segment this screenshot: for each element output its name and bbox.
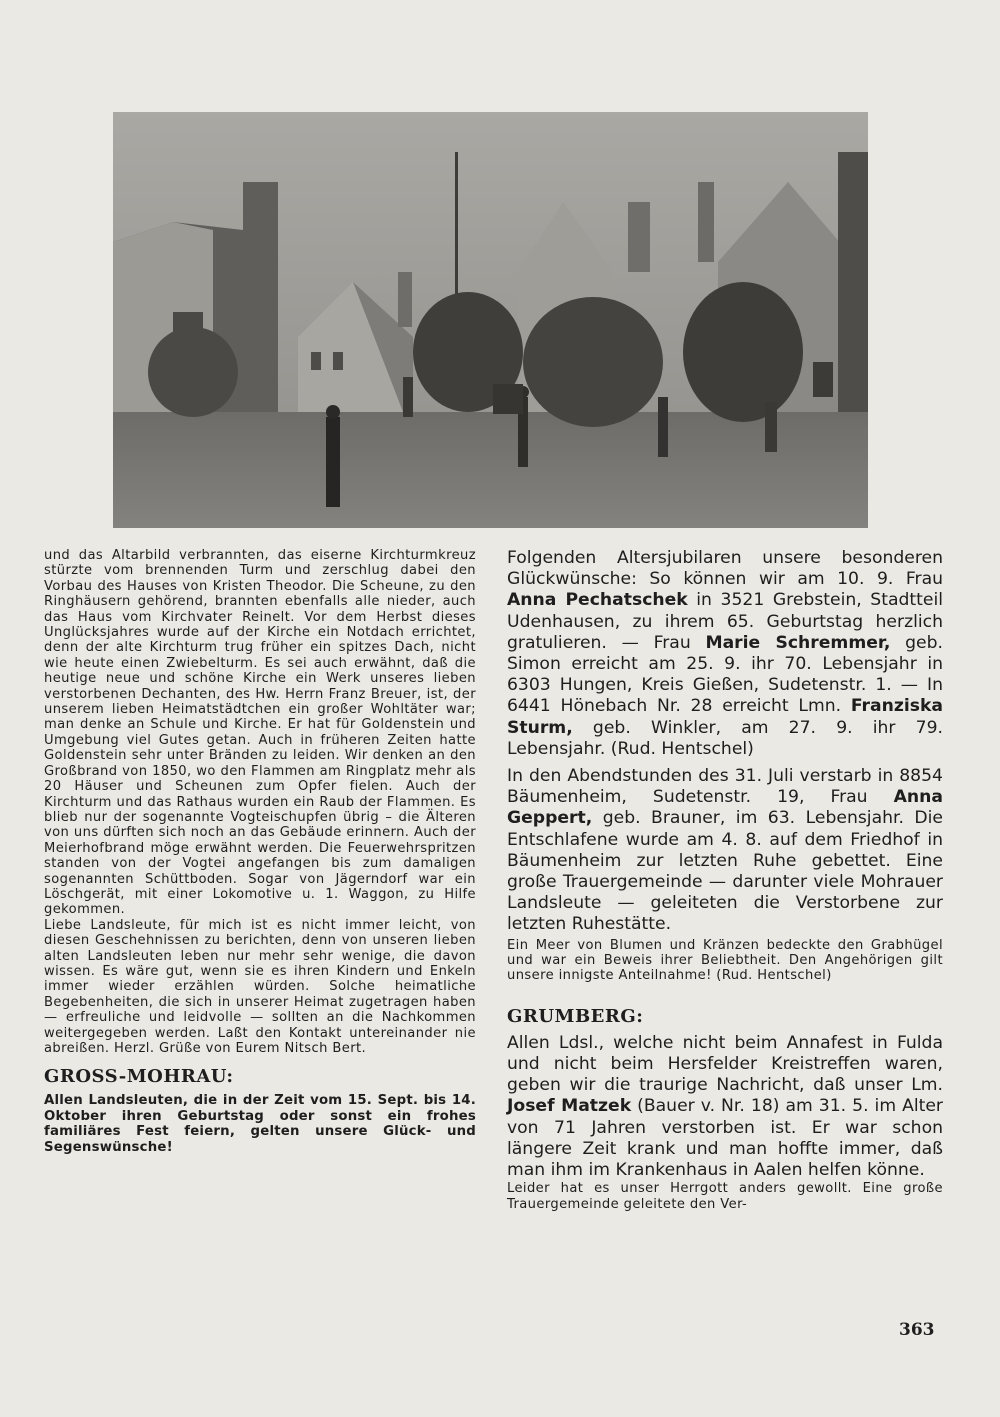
name-josef-matzek: Josef Matzek [507, 1096, 632, 1117]
left-paragraph-2: Liebe Landsleute, für mich ist es nicht immer leicht, von diesen Geschehnissen zu berichten, denn von unseren lieben alten Landsleuten leben nur mehr sehr wenige, die davon wissen. Es wäre gut, wenn sie es ihren Kindern und Enkeln immer wieder erzählen würden. Solche heimatliche Begebenheiten, die sich in unserer Heimat zugetragen haben — erfreuliche und leidvolle — sollten an die Nachkommen weitergegeben werden. Laßt den Kontakt untereinander nie abreißen. Herzl. Grüße von Eurem Nitsch Bert. [44, 917, 476, 1056]
name-franziska-sturm: Franziska Sturm, [507, 696, 943, 738]
left-paragraph-3: Allen Landsleuten, die in der Zeit vom 15. Sept. bis 14. Oktober ihren Geburtstag oder sonst ein frohes familiäres Fest feiern, gelten unsere Glück- und Segenswünsche! [44, 1093, 476, 1155]
right-paragraph-3: Ein Meer von Blumen und Kränzen bedeckte den Grabhügel und war ein Beweis ihrer Beliebtheit. Den Angehörigen gilt unsere innigste Anteilnahme! (Rud. Hentschel) [507, 937, 943, 984]
left-paragraph-1: und das Altarbild verbrannten, das eiserne Kirchturmkreuz stürzte vom brennenden Turm und zerschlug dabei den Vorbau des Hauses von Kristen Theodor. Die Scheune, zu den Ringhäusern gehörend, brannten ebenfalls alle nieder, auch das Haus vom Kirchvater Reinelt. Vor dem Herbst dieses Unglücksjahres wurde auf der Kirche ein Notdach errichtet, denn der alte Kirchturm trug früher ein spitzes Dach, nicht wie heute einen Zwiebelturm. Es sei auch erwähnt, daß die heutige neue und schöne Kirche ein Werk unseres lieben verstorbenen Dechanten, des Hw. Herrn Franz Breuer, ist, der unserem lieben Heimatstädtchen ein großer Wohltäter war; man denke an Schule und Kirche. Er hat für Goldenstein und Umgebung viel Gutes getan. Auch in früheren Zeiten hatte Goldenstein sehr unter Bränden zu leiden. Wir denken an den Großbrand von 1850, wo den Flammen am Ringplatz mehr als 20 Häuser und Scheunen zum Opfer fielen. Auch der Kirchturm und das Rathaus wurden ein Raub der Flammen. Es blieb nur der sogenannte Vogteischupfen übrig – die Älteren von uns dürften sich noch an das Gebäude erinnern. Auch der Meierhofbrand möge erwähnt werden. Die Feuerwehrspritzen standen von der Vogtei angefangen bis zum damaligen sogenannten Schüttboden. Sogar von Jägerndorf war ein Löschgerät, mit einer Lokomotive u. 1. Waggon, zu Hilfe gekommen. [44, 548, 476, 918]
right-paragraph-5: Leider hat es unser Herrgott anders gewollt. Eine große Trauergemeinde geleitete den Ver- [507, 1181, 943, 1212]
name-marie-schremmer: Marie Schremmer, [705, 632, 891, 653]
left-column [44, 548, 476, 1155]
right-paragraph-1: Folgenden Altersjubilaren unsere besonderen Glückwünsche: So können wir am 10. 9. Frau Anna Pechatschek in 3521 Grebstein, Stadtteil Udenhausen, zu ihrem 65. Geburtstag herzlich gratulieren. — Frau Marie Schremmer, geb. Simon erreicht am 25. 9. ihr 70. Lebensjahr in 6303 Hungen, Kreis Gießen, Sudetenstr. 1. — In 6441 Hönebach Nr. 28 erreicht Lmn. Franziska Sturm, geb. Winkler, am 27. 9. ihr 79. Lebensjahr. (Rud. Hentschel) [507, 548, 944, 759]
right-column [507, 548, 943, 1212]
right-paragraph-2: In den Abendstunden des 31. Juli verstarb in 8854 Bäumenheim, Sudetenstr. 19, Frau Anna Geppert, geb. Brauner, im 63. Lebensjahr. Die Entschlafene wurde am 4. 8. auf dem Friedhof in Bäumenheim zur letzten Ruhe gebettet. Eine große Trauergemeinde — darunter viele Mohrauer Landsleute — geleiteten die Verstorbene zur letzten Ruhestätte. [507, 766, 943, 935]
heading-gross-mohrau: GROSS-MOHRAU: [44, 1066, 234, 1088]
heading-grumberg: GRUMBERG: [507, 1005, 644, 1027]
name-anna-geppert: Anna Geppert, [507, 787, 943, 829]
page-number: 363 [899, 1320, 935, 1340]
town-square-photo [113, 112, 868, 528]
name-anna-pechatschek: Anna Pechatschek [507, 590, 688, 611]
right-paragraph-4: Allen Ldsl., welche nicht beim Annafest in Fulda und nicht beim Hersfelder Kreistreffen waren, geben wir die traurige Nachricht, daß unser Lm. Josef Matzek (Bauer v. Nr. 18) am 31. 5. im Alter von 71 Jahren verstorben ist. Er war schon längere Zeit krank und man hoffte immer, daß man ihm im Krankenhaus in Aalen helfen könne. [507, 1032, 944, 1181]
